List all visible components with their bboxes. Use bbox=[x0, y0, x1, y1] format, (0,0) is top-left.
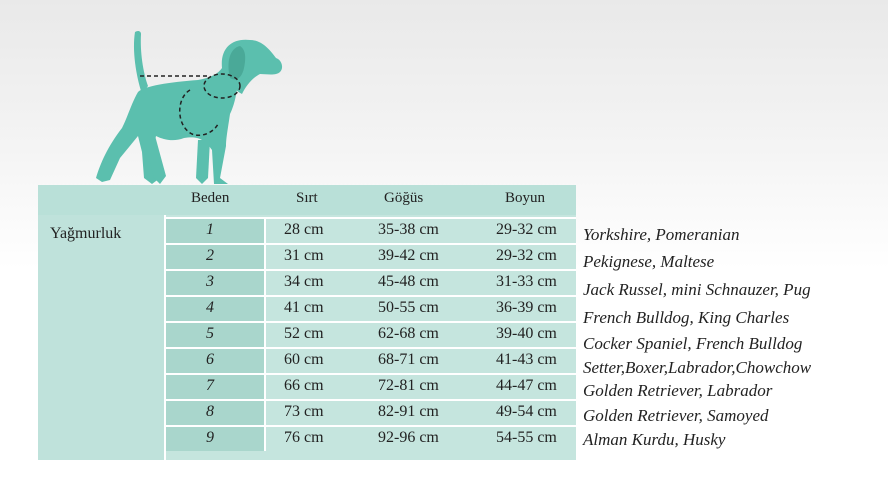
table-row bbox=[166, 425, 576, 451]
neck-value: 29-32 cm bbox=[496, 247, 557, 264]
table-row bbox=[166, 295, 576, 321]
size-value: 5 bbox=[206, 325, 214, 342]
table-row bbox=[166, 243, 576, 269]
neck-value: 36-39 cm bbox=[496, 299, 557, 316]
back-value: 60 cm bbox=[284, 351, 324, 368]
breed-list-item: Yorkshire, Pomeranian bbox=[583, 225, 740, 244]
chest-value: 62-68 cm bbox=[378, 325, 439, 342]
breed-list-item: Jack Russel, mini Schnauzer, Pug bbox=[583, 280, 811, 299]
table-row bbox=[166, 399, 576, 425]
size-value: 3 bbox=[206, 273, 214, 290]
size-value: 1 bbox=[206, 221, 214, 238]
chest-value: 82-91 cm bbox=[378, 403, 439, 420]
neck-value: 29-32 cm bbox=[496, 221, 557, 238]
side-column bbox=[38, 215, 166, 460]
back-value: 52 cm bbox=[284, 325, 324, 342]
size-chart-table bbox=[38, 185, 576, 460]
size-cell bbox=[166, 375, 266, 399]
chest-value: 72-81 cm bbox=[378, 377, 439, 394]
size-cell bbox=[166, 297, 266, 321]
size-cell bbox=[166, 219, 266, 243]
table-row bbox=[166, 347, 576, 373]
neck-value: 31-33 cm bbox=[496, 273, 557, 290]
size-cell bbox=[166, 245, 266, 269]
table-row bbox=[166, 217, 576, 243]
size-value: 4 bbox=[206, 299, 214, 316]
back-value: 41 cm bbox=[284, 299, 324, 316]
breed-list-item: Golden Retriever, Labrador bbox=[583, 381, 773, 400]
chest-value: 50-55 cm bbox=[378, 299, 439, 316]
size-cell bbox=[166, 401, 266, 425]
neck-value: 54-55 cm bbox=[496, 429, 557, 446]
neck-value: 49-54 cm bbox=[496, 403, 557, 420]
size-value: 8 bbox=[206, 403, 214, 420]
back-value: 76 cm bbox=[284, 429, 324, 446]
header-size: Beden bbox=[191, 190, 230, 206]
table-row bbox=[166, 269, 576, 295]
breed-list-item: Setter,Boxer,Labrador,Chowchow bbox=[583, 358, 812, 377]
size-value: 9 bbox=[206, 429, 214, 446]
breed-list-item: French Bulldog, King Charles bbox=[583, 308, 790, 327]
breed-list-item: Cocker Spaniel, French Bulldog bbox=[583, 334, 803, 353]
table-row bbox=[166, 321, 576, 347]
dog-measurement-illustration bbox=[80, 28, 290, 188]
chest-value: 35-38 cm bbox=[378, 221, 439, 238]
chest-value: 39-42 cm bbox=[378, 247, 439, 264]
size-value: 2 bbox=[206, 247, 214, 264]
header-back: Sırt bbox=[296, 190, 318, 206]
back-value: 31 cm bbox=[284, 247, 324, 264]
table-header bbox=[38, 185, 576, 215]
size-value: 6 bbox=[206, 351, 214, 368]
size-value: 7 bbox=[206, 377, 214, 394]
back-value: 34 cm bbox=[284, 273, 324, 290]
breed-list-item: Golden Retriever, Samoyed bbox=[583, 406, 769, 425]
neck-value: 44-47 cm bbox=[496, 377, 557, 394]
table-row bbox=[166, 373, 576, 399]
product-label: Yağmurluk bbox=[50, 225, 122, 242]
chest-value: 45-48 cm bbox=[378, 273, 439, 290]
neck-value: 39-40 cm bbox=[496, 325, 557, 342]
chest-value: 68-71 cm bbox=[378, 351, 439, 368]
header-neck: Boyun bbox=[505, 190, 546, 206]
breed-list-item: Alman Kurdu, Husky bbox=[583, 430, 726, 449]
breed-list-item: Pekignese, Maltese bbox=[583, 252, 715, 271]
back-value: 73 cm bbox=[284, 403, 324, 420]
chest-value: 92-96 cm bbox=[378, 429, 439, 446]
neck-value: 41-43 cm bbox=[496, 351, 557, 368]
back-value: 66 cm bbox=[284, 377, 324, 394]
header-chest: Göğüs bbox=[384, 190, 424, 206]
size-cell bbox=[166, 427, 266, 451]
size-cell bbox=[166, 323, 266, 347]
back-value: 28 cm bbox=[284, 221, 324, 238]
size-cell bbox=[166, 271, 266, 295]
size-cell bbox=[166, 349, 266, 373]
